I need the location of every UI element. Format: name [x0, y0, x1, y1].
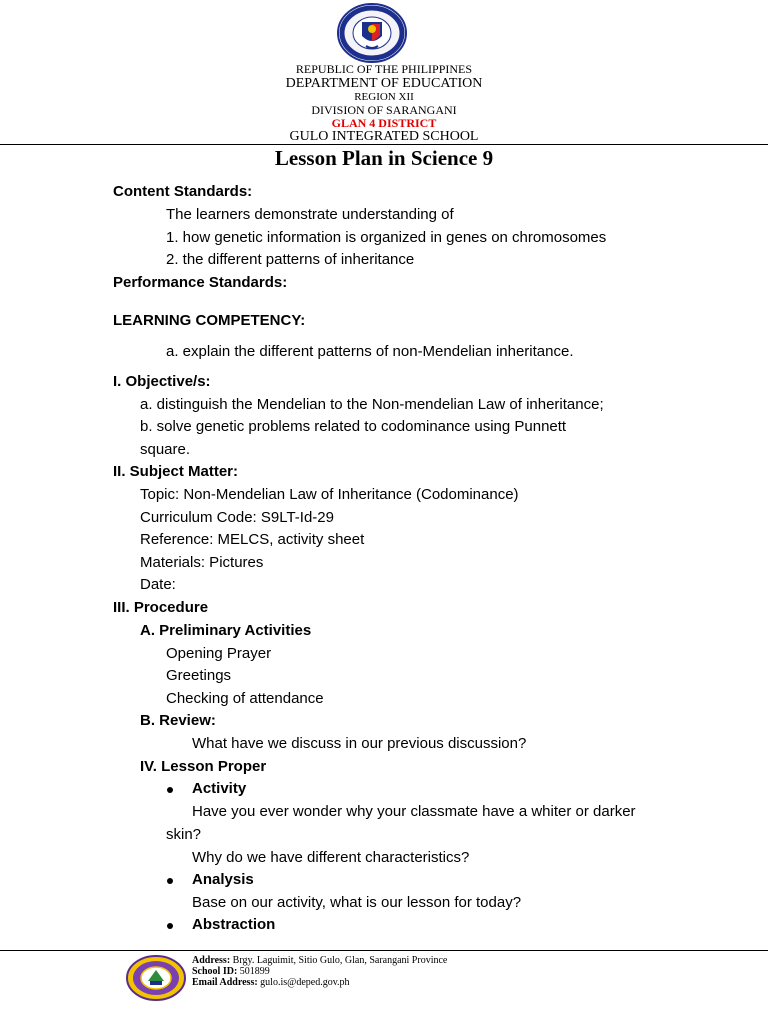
- subject-curriculum-code: Curriculum Code: S9LT-Id-29: [140, 509, 334, 526]
- footer-school-id-value: 501899: [239, 966, 270, 977]
- subject-materials: Materials: Pictures: [140, 554, 264, 571]
- lesson-proper-heading: IV. Lesson Proper: [140, 758, 267, 775]
- footer-email-value[interactable]: gulo.is@deped.gov.ph: [260, 977, 350, 988]
- performance-standards-heading: Performance Standards:: [113, 274, 288, 291]
- objective-b-line1: b. solve genetic problems related to codominance using Punnett: [140, 418, 567, 435]
- analysis-bullet: [167, 878, 173, 884]
- analysis-question: Base on our activity, what is our lesson for today?: [192, 894, 522, 911]
- footer-email: [192, 977, 350, 989]
- subject-date: Date:: [140, 576, 176, 593]
- school-seal-logo: [126, 955, 186, 1001]
- opening-prayer: Opening Prayer: [166, 645, 272, 662]
- footer-email-label: Email Address:: [192, 977, 258, 988]
- header-school: GULO INTEGRATED SCHOOL: [289, 129, 479, 144]
- header-divider: [0, 144, 768, 145]
- objective-b-line2: square.: [140, 441, 191, 458]
- analysis-heading: Analysis: [192, 871, 254, 888]
- abstraction-bullet: [167, 923, 173, 929]
- activity-question-2: Why do we have different characteristics?: [192, 849, 470, 866]
- review-question: What have we discuss in our previous discussion?: [192, 735, 527, 752]
- footer-address: [192, 955, 447, 967]
- activity-question-1a: Have you ever wonder why your classmate have a whiter or darker: [192, 803, 636, 820]
- objectives-heading: I. Objective/s:: [113, 373, 211, 390]
- activity-question-1b: skin?: [166, 826, 202, 843]
- review-heading: B. Review:: [140, 712, 216, 729]
- greetings: Greetings: [166, 667, 232, 684]
- footer-divider: [0, 950, 768, 951]
- footer-school-id-label: School ID:: [192, 966, 238, 977]
- abstraction-heading: Abstraction: [192, 916, 276, 933]
- competency-item: a. explain the different patterns of non-Mendelian inheritance.: [166, 343, 574, 360]
- procedure-heading: III. Procedure: [113, 599, 209, 616]
- subject-topic: Topic: Non-Mendelian Law of Inheritance (Codominance): [140, 486, 519, 503]
- content-item-2: 2. the different patterns of inheritance: [166, 251, 415, 268]
- content-intro: The learners demonstrate understanding of: [166, 206, 454, 223]
- header-republic: REPUBLIC OF THE PHILIPPINES: [295, 62, 473, 76]
- subject-matter-heading: II. Subject Matter:: [113, 463, 239, 480]
- page-title: Lesson Plan in Science 9: [274, 146, 494, 170]
- subject-reference: Reference: MELCS, activity sheet: [140, 531, 365, 548]
- activity-heading: Activity: [192, 780, 247, 797]
- learning-competency-heading: LEARNING COMPETENCY:: [113, 312, 306, 329]
- objective-a: a. distinguish the Mendelian to the Non-mendelian Law of inheritance;: [140, 396, 604, 413]
- deped-seal-logo: [336, 2, 408, 64]
- header-division: DIVISION OF SARANGANI: [311, 103, 457, 117]
- content-item-1: 1. how genetic information is organized in genes on chromosomes: [166, 229, 607, 246]
- header-department: DEPARTMENT OF EDUCATION: [285, 76, 483, 91]
- content-standards-heading: Content Standards:: [113, 183, 253, 200]
- header-region: REGION XII: [354, 91, 414, 103]
- header-district: GLAN 4 DISTRICT: [331, 116, 437, 130]
- activity-bullet: [167, 787, 173, 793]
- footer-school-id: [192, 966, 270, 978]
- checking-attendance: Checking of attendance: [166, 690, 324, 707]
- footer-address-label: Address:: [192, 955, 231, 966]
- footer-address-value: Brgy. Laguimit, Sitio Gulo, Glan, Sarangani Province: [232, 955, 448, 966]
- preliminary-activities-heading: A. Preliminary Activities: [140, 622, 312, 639]
